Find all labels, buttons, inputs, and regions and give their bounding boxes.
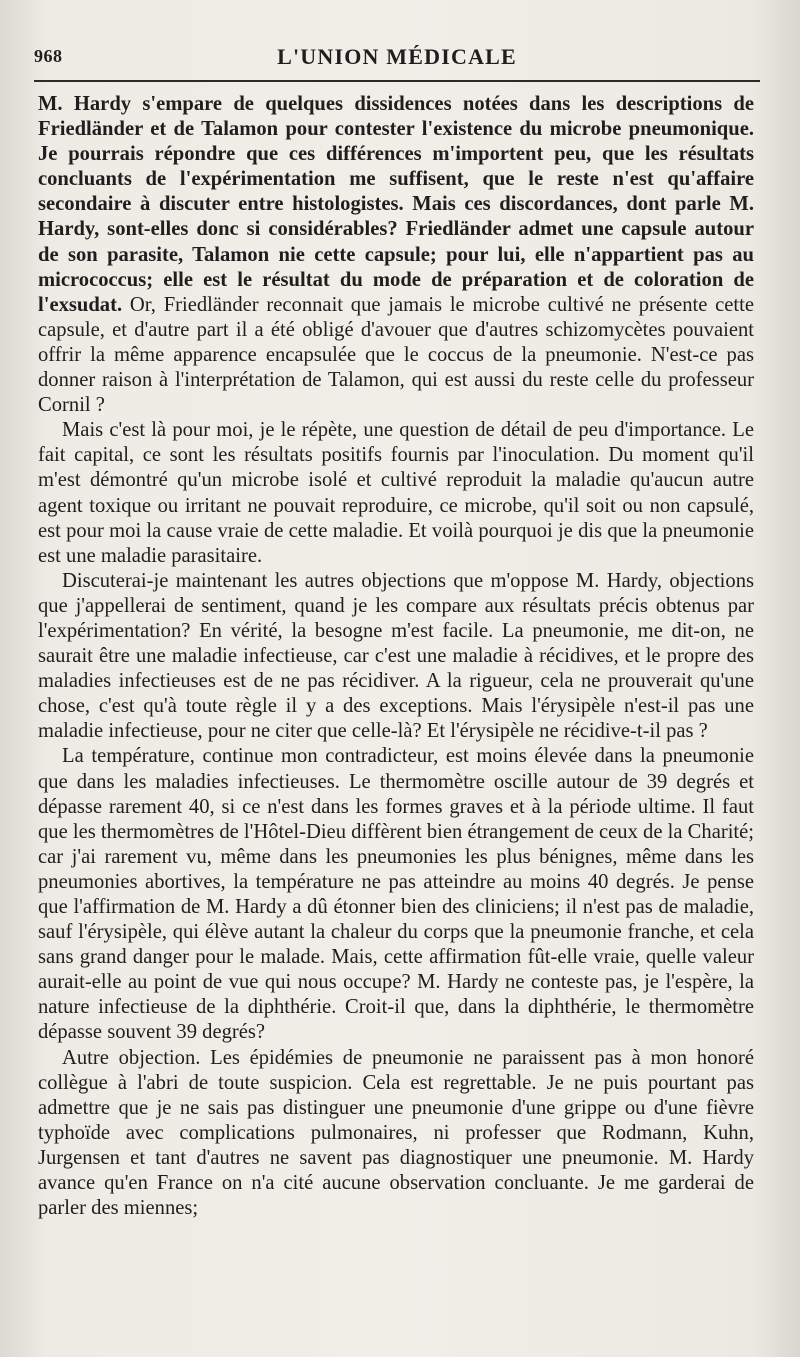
page-number: 968 (34, 46, 63, 66)
paragraph-1-text: Or, Friedländer reconnait que jamais le microbe cultivé ne présente cette capsule, et d'autre part il a été obligé d'avouer que d'autres schizomycètes pouvaient offrir la même apparence encapsulée que le coccus de la pneumonie. N'est-ce pas donner raison à l'interprétation de Talamon, qui est aussi du reste celle du professeur Cornil ? (38, 293, 754, 417)
paragraph-2: Mais c'est là pour moi, je le répète, une question de détail de peu d'importance. Le fait capital, ce sont les résultats positifs fournis par l'inoculation. Du moment qu'il m'est démontré qu'un microbe isolé et cultivé reproduit la maladie qu'aucun autre agent toxique ou irritant ne pouvait reproduire, ce microbe, qu'il soit ou non capsulé, est pour moi la cause vraie de cette maladie. Et voilà pourquoi je dis que la pneumonie est une maladie parasitaire. (38, 419, 754, 567)
paragraph-1 (38, 92, 754, 418)
article-body (38, 92, 754, 1221)
running-header (34, 42, 760, 72)
paragraph-4: La température, continue mon contradicteur, est moins élevée dans la pneumonie que dans les maladies infectieuses. Le thermomètre oscille autour de 39 degrés et dépasse rarement 40, si ce n'est dans les formes graves et à la période ultime. Il faut que les thermomètres de l'Hôtel-Dieu diffèrent bien étrangement de ceux de la Charité; car j'ai rarement vu, même dans les pneumonies les plus bénignes, même dans les pneumonies abortives, la température ne pas atteindre au moins 40 degrés. Je pense que l'affirmation de M. Hardy a dû étonner bien des cliniciens; il n'est pas de maladie, sauf l'érysipèle, qui élève autant la chaleur du corps que la pneumonie franche, et cela sans grand danger pour le malade. Mais, cette affirmation fût-elle vraie, quelle valeur aurait-elle au point de vue qui nous occupe? M. Hardy ne conteste pas, je l'espère, la nature infectieuse de la diphthérie. Croit-il que, dans la diphthérie, le thermomètre dépasse souvent 39 degrés? (38, 745, 754, 1044)
journal-title: L'UNION MÉDICALE (277, 44, 517, 69)
header-rule (34, 80, 760, 82)
paragraph-1-bold-lead: M. Hardy s'empare de quelques dissidences notées dans les descriptions de Friedländer et de Talamon pour contester l'existence du microbe pneumonique. Je pourrais répondre que ces différences m'importent peu, que les résultats concluants de l'expérimentation me suffisent, que le reste n'est qu'affaire secondaire à discuter entre histologistes. Mais ces discordances, dont parle M. Hardy, sont-elles donc si considérables? Friedländer admet une capsule autour de son parasite, Talamon nie cette capsule; pour lui, elle n'appartient pas au micrococcus; elle est le résultat du mode de préparation et de coloration de l'exsudat. (38, 93, 754, 316)
paragraph-3: Discuterai-je maintenant les autres objections que m'oppose M. Hardy, objections que j'appellerai de sentiment, quand je les compare aux résultats précis obtenus par l'expérimentation? En vérité, la besogne m'est facile. La pneumonie, me dit-on, ne saurait être une maladie infectieuse, car c'est une maladie à récidives, et le propre des maladies infectieuses est de ne pas récidiver. A la rigueur, cela ne prouverait qu'une chose, c'est qu'à toute règle il y a des exceptions. Mais l'érysipèle n'est-il pas une maladie infectieuse, pour ne citer que celle-là? Et l'érysipèle ne récidive-t-il pas ? (38, 569, 754, 743)
paragraph-5: Autre objection. Les épidémies de pneumonie ne paraissent pas à mon honoré collègue à l'abri de toute suspicion. Cela est regrettable. Je ne puis pourtant pas admettre que je ne sais pas distinguer une pneumonie d'une grippe ou d'une fièvre typhoïde avec complications pulmonaires, ni professer que Rodmann, Kuhn, Jurgensen et tant d'autres ne savent pas diagnostiquer une pneumonie. M. Hardy avance qu'en France on n'a cité aucune observation concluante. Je me garderai de parler des miennes; (38, 1046, 754, 1220)
